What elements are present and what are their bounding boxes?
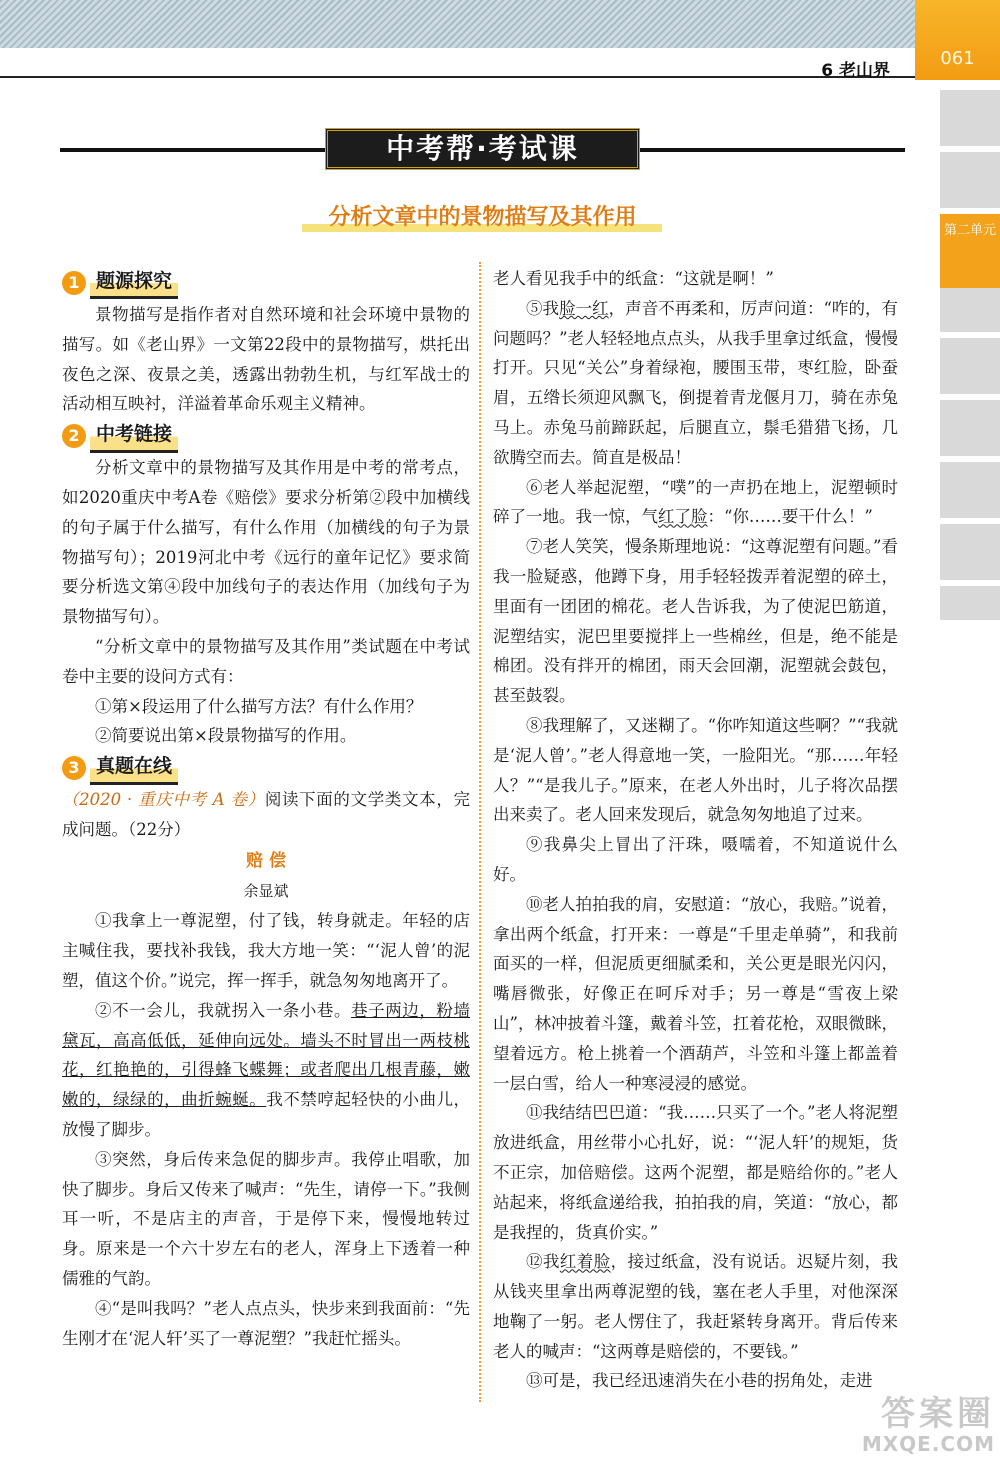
paragraph: 景物描写是指作者对自然环境和社会环境中景物的描写。如《老山界》一文第22段中的景物描写，烘托出夜色之深、夜景之美，透露出勃勃生机，与红军战士的活动相互映衬，洋溢着革命乐观主义精神。 [62, 305, 470, 414]
story-paragraph: ①我拿上一尊泥塑，付了钱，转身就走。年轻的店主喊住我，要找补我钱，我大方地一笑：“‘泥人曾’的泥塑，值这个价。”说完，挥一挥手，就急匆匆地离开了。 [62, 911, 470, 990]
page-number-tab [915, 0, 1000, 80]
story-paragraph [62, 996, 470, 1145]
text-run: ⑤我 [526, 298, 560, 318]
text-run: ⑥老人举起泥塑，“噗”的一声扔在地上，泥塑顿时碎了一地。我一惊，气 [493, 477, 898, 527]
text-run: ，声音不再柔和，厉声问道：“咋的，有问题吗？”老人轻轻地点点头，从我手里拿过纸盒，慢慢打开。只见“关公”身着绿袍，腰围玉带，枣红脸，卧蚕眉，五绺长须迎风飘飞，倒提着青龙偃月刀，骑在赤兔马上。赤兔马前蹄跃起，后腿直立，鬃毛猎猎飞扬，几欲腾空而去。简直是极品！ [493, 298, 899, 467]
watermark-url: MXQE.COM [861, 1432, 995, 1456]
side-thumb-blocks [940, 90, 1000, 620]
right-column [493, 264, 898, 1396]
watermark-logo [770, 1395, 995, 1455]
story-paragraph [493, 473, 898, 533]
section-header-2 [62, 421, 470, 451]
story-paragraph: ⑩老人拍拍我的肩，安慰道：“放心，我赔。”说着，拿出两个纸盒，打开来：一尊是“千里走单骑”，和我前面买的一样，但泥质更细腻柔和，关公更是眼光闪闪，嘴唇微张，好像正在呵斥对手；另一尊是“雪夜上梁山”，林冲披着斗篷，戴着斗笠，扛着花枪，双眼微眯，望着远方。枪上挑着一个酒葫芦，斗笠和斗篷上都盖着一层白雪，给人一种寒浸浸的感觉。 [493, 894, 898, 1093]
question-item: ①第×段运用了什么描写方法？有什么作用？ [95, 696, 423, 716]
page-number: 061 [940, 48, 975, 69]
left-column [62, 266, 470, 1353]
unit-tab: 第二单元 [940, 214, 1000, 288]
story-paragraph: ④“是叫我吗？”老人点点头，快步来到我面前：“先生刚才在‘泥人轩’买了一尊泥塑？”我赶忙摇头。 [62, 1298, 470, 1348]
section-title: 真题在线 [90, 752, 178, 785]
paragraph: “分析文章中的景物描写及其作用”类试题在中考试卷中主要的设问方式有： [62, 636, 470, 686]
story-title: 赔 偿 [246, 850, 286, 871]
section-title: 中考链接 [90, 420, 178, 453]
text-run: ：“你……要干什么！” [707, 507, 873, 527]
story-paragraph: ⑪我结结巴巴道：“我……只买了一个。”老人将泥塑放进纸盒，用丝带小心扎好，说：“‘泥人轩’的规矩，货不正宗，加倍赔偿。这两个泥塑，都是赔给你的。”老人站起来，将纸盒递给我，拍拍我的肩，笑道：“放心，都是我捏的，货真价实。” [493, 1103, 898, 1242]
story-paragraph: ③突然，身后传来急促的脚步声。我停止唱歌，加快了脚步。身后又传来了喊声：“先生，请停一下。”我侧耳一听，不是店主的声音，于是停下来，慢慢地转过身。原来是一个六十岁左右的老人，浑身上下透着一种儒雅的气韵。 [62, 1149, 470, 1288]
exam-source: （2020 · 重庆中考 A 卷） [62, 790, 265, 810]
section-number-badge: 2 [62, 424, 86, 448]
banner-title: 中考帮·考试课 [325, 128, 640, 170]
wavy-underlined-phrase: 红着脸 [559, 1252, 611, 1272]
paragraph: 分析文章中的景物描写及其作用是中考的常考点，如2020重庆中考A卷《赔偿》要求分析第②段中加横线的句子属于什么描写，有什么作用（加横线的句子为景物描写句）；2019河北中考《远行的童年记忆》要求简要分析选文第④段中加线句子的表达作用（加线句子为景物描写句）。 [62, 458, 470, 627]
top-pattern-band [0, 0, 915, 48]
column-divider [479, 262, 481, 1402]
text-run: 我不禁哼起轻快的小曲儿，放慢了脚步。 [62, 1090, 471, 1139]
story-paragraph: ⑬可是，我已经迅速消失在小巷的拐角处，走进 [526, 1371, 873, 1391]
question-item: ②简要说出第×段景物描写的作用。 [95, 726, 357, 746]
header-rule [0, 76, 915, 78]
exam-intro [62, 785, 470, 845]
story-paragraph: ⑦老人笑笑，慢条斯理地说：“这尊泥塑有问题。”看我一脸疑惑，他蹲下身，用手轻轻拨弄着泥塑的碎土，里面有一团团的棉花。老人告诉我，为了使泥巴筋道，泥塑结实，泥巴里要搅拌上一些棉丝，但是，绝不能是棉团。没有拌开的棉团，雨天会回潮，泥塑就会鼓包，甚至鼓裂。 [493, 537, 898, 706]
story-paragraph [493, 1247, 898, 1366]
story-paragraph-continued: 老人看见我手中的纸盒：“这就是啊！” [493, 269, 774, 288]
section-header-1 [62, 268, 470, 298]
story-paragraph: ⑧我理解了，又迷糊了。“你咋知道这些啊？”“我就是‘泥人曾’。”老人得意地一笑，一脸阳光。“那……年轻人？”“是我儿子。”原来，在老人外出时，儿子将次品摆出来卖了。老人回来发现后，就急匆匆地追了过来。 [493, 715, 898, 825]
chapter-title: 6 老山界 [821, 61, 890, 81]
section-number-badge: 3 [62, 756, 86, 780]
section-title: 题源探究 [90, 267, 178, 300]
text-run: ②不一会儿，我就拐入一条小巷。 [95, 1000, 352, 1020]
story-paragraph [493, 294, 898, 473]
text-run: ⑫我 [526, 1252, 560, 1272]
underlined-sentence: 巷子两边，粉墙黛瓦，高高低低，延伸向远处。墙头不时冒出一两枝桃花，红艳艳的，引得蜂飞蝶舞；或者爬出几根青藤，嫩嫩的，绿绿的，曲折蜿蜒。 [62, 1000, 471, 1110]
exam-instruction: 阅读下面的文学类文本，完成问题。（22分） [62, 790, 470, 839]
text-run: ，接过纸盒，没有说话。迟疑片刻，我从钱夹里拿出两尊泥塑的钱，塞在老人手里，对他深深地鞠了一躬。老人愣住了，我赶紧转身离开。背后传来老人的喊声：“这两尊是赔偿的，不要钱。” [493, 1252, 899, 1361]
watermark-text: 答案圈 [881, 1394, 995, 1434]
banner-subtitle: 分析文章中的景物描写及其作用 [328, 205, 637, 230]
wavy-underlined-phrase: 脸一红 [559, 298, 609, 318]
wavy-underlined-phrase: 红了脸 [658, 507, 708, 527]
section-header-3 [62, 753, 470, 783]
story-paragraph: ⑨我鼻尖上冒出了汗珠，嗫嚅着，不知道说什么好。 [493, 835, 898, 884]
section-number-badge: 1 [62, 271, 86, 295]
story-author: 余显斌 [243, 881, 289, 900]
